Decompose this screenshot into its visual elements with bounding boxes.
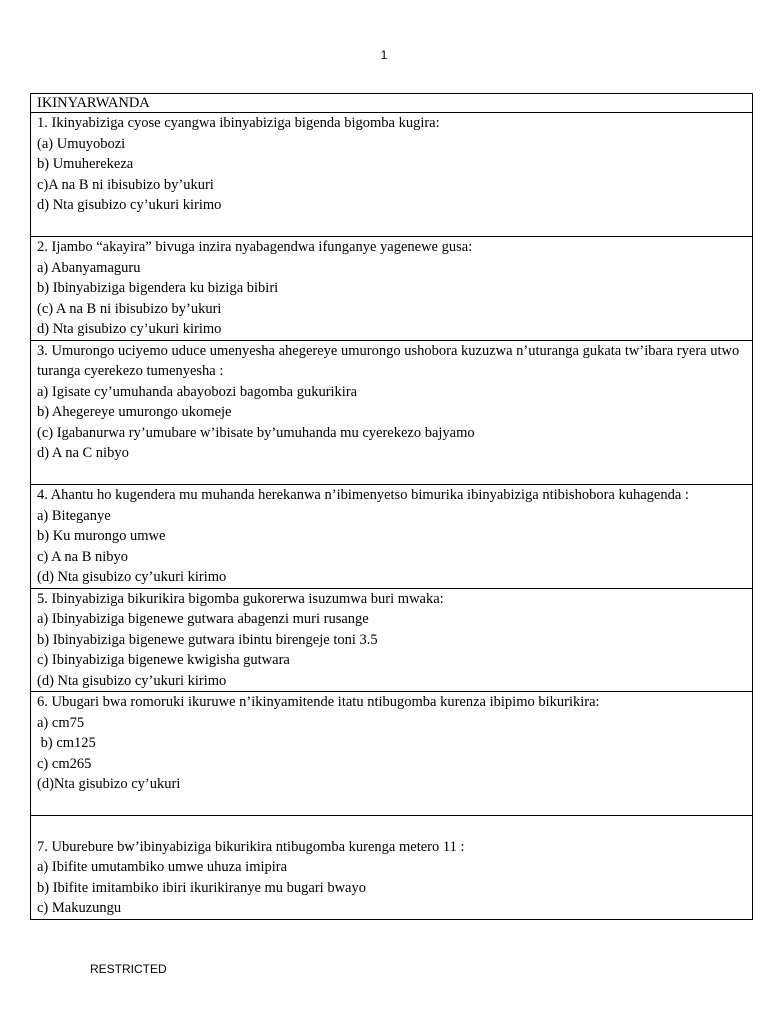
table-header: IKINYARWANDA (31, 94, 753, 113)
question-row (31, 816, 753, 920)
answer-option: (d) Nta gisubizo cy’ukuri kirimo (37, 672, 227, 689)
answer-option: b) Ibifite imitambiko ibiri ikurikiranye mu bugari bwayo (37, 879, 366, 896)
question-text: 5. Ibinyabiziga bikurikira bigomba gukorerwa isuzumwa buri mwaka: (37, 590, 444, 607)
answer-option: b) cm125 (37, 735, 96, 751)
answer-option: d) A na C nibyo (37, 445, 129, 461)
answer-option: b) Ahegereye umurongo ukomeje (37, 404, 232, 420)
answer-option: (c) A na B ni ibisubizo by’ukuri (37, 300, 222, 317)
question-cell (31, 237, 753, 341)
classification-label: RESTRICTED (90, 962, 167, 976)
blank-line (37, 816, 746, 837)
blank-line (37, 216, 746, 237)
answer-option: (d) Nta gisubizo cy’ukuri kirimo (37, 569, 227, 585)
answer-option: c) A na B nibyo (37, 548, 129, 565)
blank-line (37, 464, 746, 485)
question-text: 4. Ahantu ho kugendera mu muhanda herekanwa n’ibimenyetso bimurika ibinyabiziga ntibishobora kuhagenda : (37, 487, 689, 503)
table-header-row (31, 94, 753, 113)
question-row (31, 340, 753, 485)
question-row (31, 692, 753, 816)
answer-option: a) cm75 (37, 714, 85, 731)
question-row (31, 485, 753, 589)
answer-option: a) Abanyamaguru (37, 259, 141, 276)
answer-option: c)A na B ni ibisubizo by’ukuri (37, 176, 214, 193)
question-table (30, 93, 753, 920)
answer-option: a) Igisate cy’umuhanda abayobozi bagomba gukurikira (37, 383, 358, 400)
question-cell (31, 692, 753, 816)
answer-option: (a) Umuyobozi (37, 135, 126, 152)
answer-option: b) Ku murongo umwe (37, 528, 166, 544)
question-row (31, 237, 753, 341)
question-text: 2. Ijambo “akayira” bivuga inzira nyabagendwa ifunganye yagenewe gusa: (37, 239, 473, 255)
answer-option: b) Umuherekeza (37, 156, 134, 172)
answer-option: a) Ibinyabiziga bigenewe gutwara abagenzi muri rusange (37, 611, 369, 627)
page-number: 1 (380, 48, 388, 62)
question-cell (31, 816, 753, 920)
answer-option: d) Nta gisubizo cy’ukuri kirimo (37, 197, 222, 213)
answer-option: b) Ibinyabiziga bigenewe gutwara ibintu birengeje toni 3.5 (37, 631, 378, 648)
answer-option: c) cm265 (37, 755, 92, 772)
answer-option: c) Ibinyabiziga bigenewe kwigisha gutwara (37, 652, 290, 668)
question-cell (31, 588, 753, 692)
question-cell (31, 113, 753, 237)
answer-option: b) Ibinyabiziga bigendera ku biziga bibiri (37, 280, 279, 296)
question-text: 6. Ubugari bwa romoruki ikuruwe n’ikinyamitende itatu ntibugomba kurenza ibipimo bikurikira: (37, 694, 600, 710)
question-row (31, 113, 753, 237)
answer-option: d) Nta gisubizo cy’ukuri kirimo (37, 321, 222, 337)
question-row (31, 588, 753, 692)
question-text: 3. Umurongo uciyemo uduce umenyesha ahegereye umurongo ushobora kuzuzwa n’uturanga gukata tw’ibara ryera utwo turanga cyerekezo tumenyesha : (37, 342, 743, 379)
answer-option: c) Makuzungu (37, 900, 122, 916)
answer-option: a) Ibifite umutambiko umwe uhuza imipira (37, 859, 288, 875)
answer-option: a) Biteganye (37, 507, 111, 524)
question-text: 1. Ikinyabiziga cyose cyangwa ibinyabiziga bigenda bigomba kugira: (37, 115, 440, 131)
answer-option: (c) Igabanurwa ry’umubare w’ibisate by’umuhanda mu cyerekezo bajyamo (37, 424, 475, 441)
blank-line (37, 795, 746, 816)
question-cell (31, 340, 753, 485)
answer-option: (d)Nta gisubizo cy’ukuri (37, 776, 181, 792)
question-text: 7. Uburebure bw’ibinyabiziga bikurikira ntibugomba kurenga metero 11 : (37, 838, 465, 855)
question-cell (31, 485, 753, 589)
